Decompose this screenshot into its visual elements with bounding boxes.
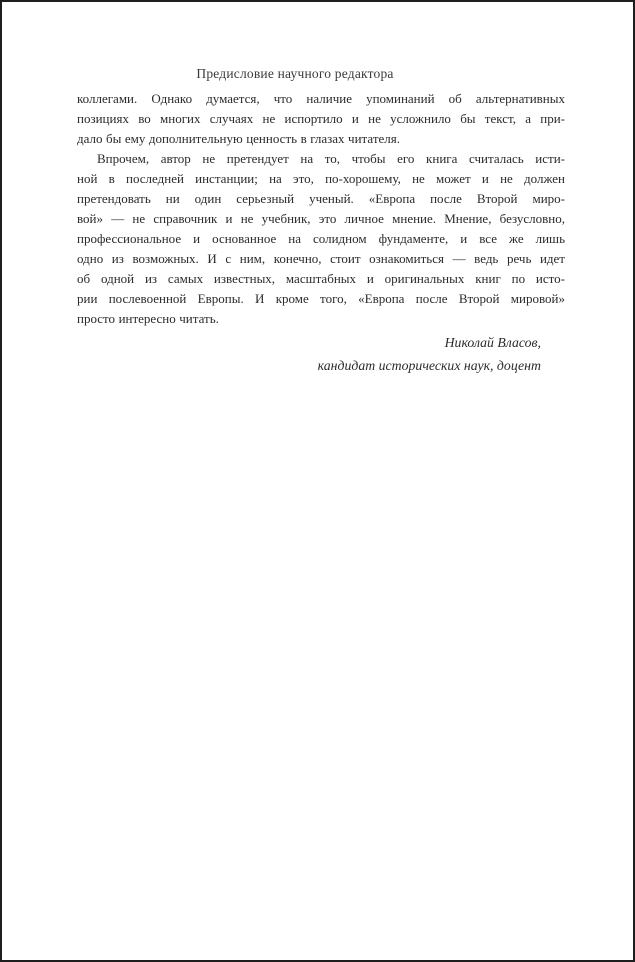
text-line: дало бы ему дополнительную ценность в глазах читателя. (77, 131, 400, 146)
signature-block (77, 331, 541, 377)
text-line: Впрочем, автор не претендует на то, чтобы его книга считалась исти- (97, 151, 565, 166)
paragraph-continuation (77, 89, 565, 149)
running-header: Предисловие научного редактора (196, 66, 394, 81)
text-line: позициях во многих случаях не испортило и не усложнило бы текст, а при- (77, 111, 565, 126)
text-line: коллегами. Однако думается, что наличие упоминаний об альтернативных (77, 91, 565, 106)
text-line: профессиональное и основанное на солидном фундаменте, и все же лишь (77, 231, 565, 246)
text-block (77, 89, 565, 329)
text-line: просто интересно читать. (77, 311, 219, 326)
signature-title: кандидат исторических наук, доцент (317, 358, 541, 373)
text-line: рии послевоенной Европы. И кроме того, «Европа после Второй мировой» (77, 291, 565, 306)
text-line: ной в последней инстанции; на это, по-хорошему, не может и не должен (77, 171, 565, 186)
text-line: претендовать ни один серьезный ученый. «Европа после Второй миро- (77, 191, 565, 206)
paragraph (77, 149, 565, 329)
text-line: вой» — не справочник и не учебник, это личное мнение. Мнение, безусловно, (77, 211, 565, 226)
text-line: об одной из самых известных, масштабных и оригинальных книг по исто- (77, 271, 565, 286)
text-line: одно из возможных. И с ним, конечно, стоит ознакомиться — ведь речь идет (77, 251, 565, 266)
signature-name: Николай Власов, (444, 335, 541, 350)
